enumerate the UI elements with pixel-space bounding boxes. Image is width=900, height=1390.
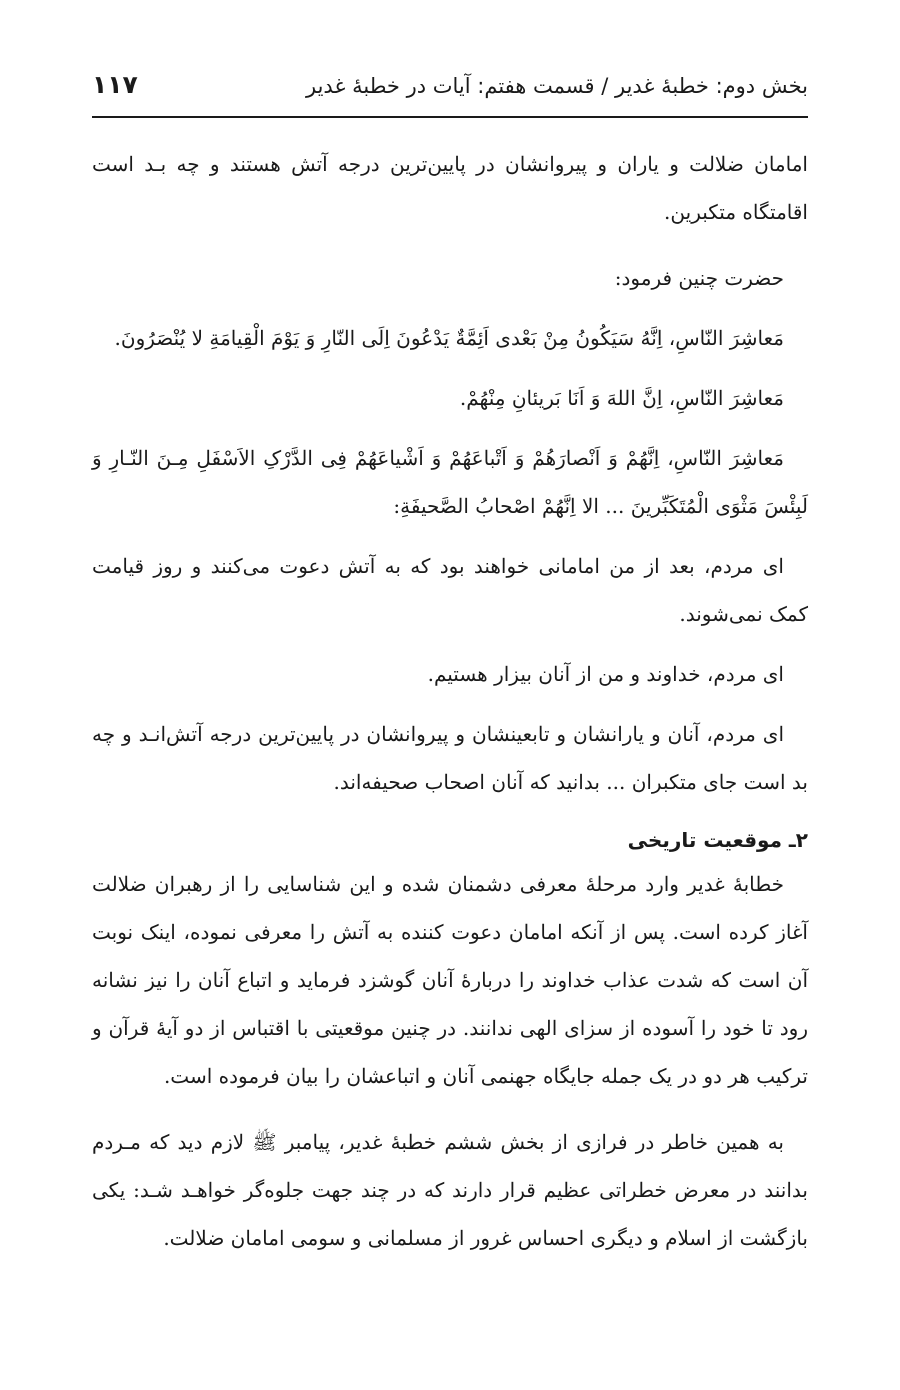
translation-2: ای مردم، خداوند و من از آنان بیزار هستیم. <box>427 662 784 686</box>
paragraph-intro: امامان ضلالت و یاران و پیروانشان در پایین‌ترین درجه آتش هستند و چه بـد است اقامتگاه متکبرین. <box>92 152 808 224</box>
translation-1: ای مردم، بعد از من امامانی خواهند بود که به آتش دعوت می‌کنند و روز قیامت کمک نمی‌شوند. <box>92 554 808 626</box>
page-header <box>92 66 808 118</box>
header-divider <box>92 116 808 118</box>
section-heading: ۲ـ موقعیت تاریخی <box>627 828 808 852</box>
running-header-title: بخش دوم: خطبهٔ غدیر / قسمت هفتم: آیات در خطبهٔ غدیر <box>305 74 808 98</box>
arabic-quote-1: مَعاشِرَ النّاسِ، اِنَّهُ سَیَکُونُ مِنْ بَعْدی اَئِمَّةٌ یَدْعُونَ اِلَی النّارِ وَ یَوْمَ الْقِیامَةِ لا یُنْصَرُونَ. <box>114 326 784 350</box>
paragraph-closing: به همین خاطر در فرازی از بخش ششم خطبهٔ غدیر، پیامبر ﷺ لازم دید که مـردم بدانند در معرض خطراتی عظیم قرار دارند که در چند جهت جلوه‌گر خواهـد شـد: یکی بازگشت از اسلام و دیگری احساس غرور از مسلمانی و سومی امامان ضلالت. <box>92 1130 808 1250</box>
arabic-quote-2: مَعاشِرَ النّاسِ، اِنَّ اللهَ وَ اَنَا بَریئانِ مِنْهُمْ. <box>459 386 784 410</box>
paragraph-historical-context: خطابهٔ غدیر وارد مرحلهٔ معرفی دشمنان شده و این شناسایی را از رهبران ضلالت آغاز کرده است. پس از آنکه امامان دعوت کننده به آتش را معرفی نموده، اینک نوبت آن است که شدت عذاب خداوند را دربارهٔ آنان گوشزد فرماید و اتباع آنان را نیز نشانه رود تا خود را آسوده از سزای الهی ندانند. در چنین موقعیتی با اقتباس از دو آیهٔ قرآن و ترکیب هر دو در یک جمله جایگاه جهنمی آنان و اتباعشان را بیان فرموده است. <box>92 872 808 1088</box>
page-body <box>92 140 808 1262</box>
page-number: ۱۱۷ <box>92 70 138 99</box>
paragraph-quote-lead: حضرت چنین فرمود: <box>614 266 784 290</box>
arabic-quote-3: مَعاشِرَ النّاسِ، اِنَّهُمْ وَ اَنْصارَهُمْ وَ اَتْباعَهُمْ وَ اَشْیاعَهُمْ فِی الدَّرْکِ الاَسْفَلِ مِـنَ النّـارِ وَ لَبِئْسَ مَثْوَی الْمُتَکَبِّرینَ ... الا اِنَّهُمْ اصْحابُ الصَّحیفَةِ: <box>92 446 808 518</box>
translation-3: ای مردم، آنان و یارانشان و تابعینشان و پیروانشان در پایین‌ترین درجه آتش‌انـد و چه بد است جای متکبران ... بدانید که آنان اصحاب صحیفه‌اند. <box>92 722 808 794</box>
